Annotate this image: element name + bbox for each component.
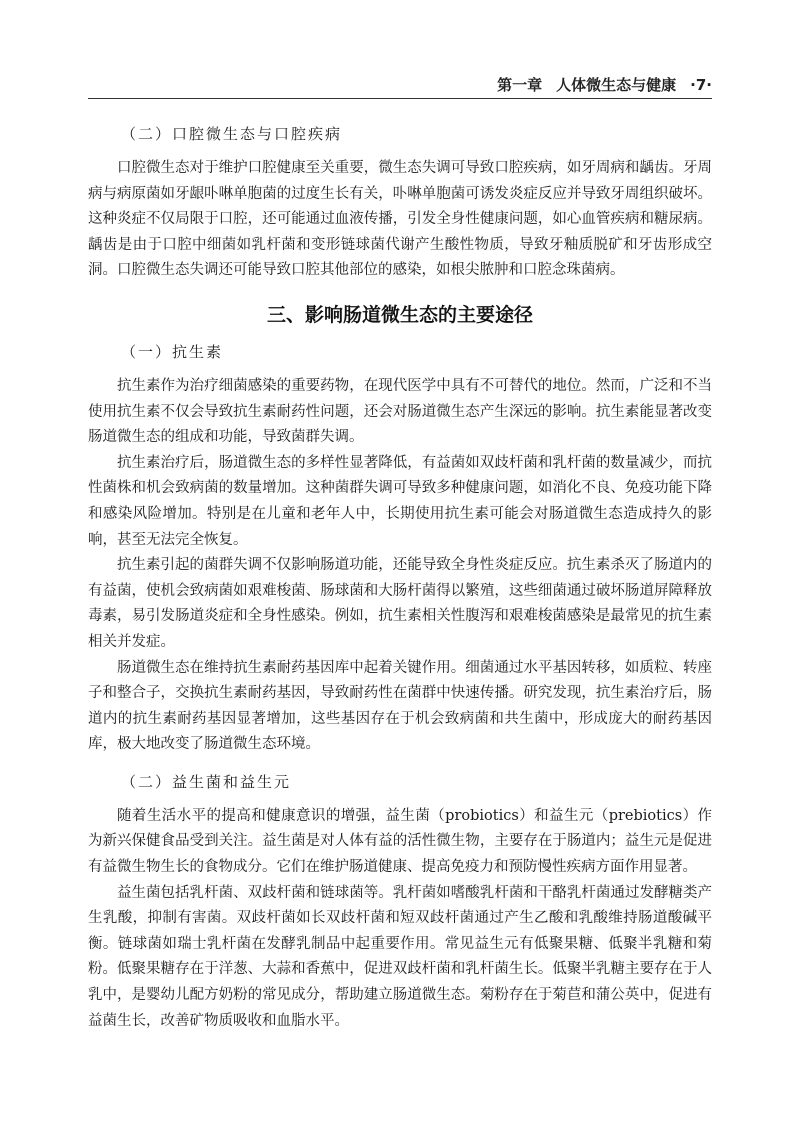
chapter-title: 人体微生态与健康 [556,76,677,94]
section-heading: 三、影响肠道微生态的主要途径 [266,303,533,326]
page-body [88,118,712,1034]
page-number: ·7· [690,76,712,94]
paragraph-antibiotic-4: 肠道微生态在维持抗生素耐药基因库中起着关键作用。细菌通过水平基因转移，如质粒、转座子和整合子，交换抗生素耐药基因，导致耐药性在菌群中快速传播。研究发现，抗生素治疗后，肠道内的抗生素耐药基因显著增加，这些基因存在于机会致病菌和共生菌中，形成庞大的耐药基因库，极大地改变了肠道微生态环境。 [88,659,712,753]
subheading-oral: （二）口腔微生态与口腔疾病 [121,125,343,143]
running-head [497,74,712,95]
paragraph-antibiotic-3: 抗生素引起的菌群失调不仅影响肠道功能，还能导致全身性炎症反应。抗生素杀灭了肠道内的有益菌，使机会致病菌如艰难梭菌、肠球菌和大肠杆菌得以繁殖，这些细菌通过破坏肠道屏障释放毒素，易引发肠道炎症和全身性感染。例如，抗生素相关性腹泻和艰难梭菌感染是最常见的抗生素相关并发症。 [88,557,712,650]
paragraph-probiotic-2: 益生菌包括乳杆菌、双歧杆菌和链球菌等。乳杆菌如嗜酸乳杆菌和干酪乳杆菌通过发酵糖类产生乳酸，抑制有害菌。双歧杆菌如长双歧杆菌和短双歧杆菌通过产生乙酸和乳酸维持肠道酸碱平衡。链球菌如瑞士乳杆菌在发酵乳制品中起重要作用。常见益生元有低聚果糖、低聚半乳糖和菊粉。低聚果糖存在于洋葱、大蒜和香蕉中，促进双歧杆菌和乳杆菌生长。低聚半乳糖主要存在于人乳中，是婴幼儿配方奶粉的常见成分，帮助建立肠道微生态。菊粉存在于菊苣和蒲公英中，促进有益菌生长，改善矿物质吸收和血脂水平。 [88,884,712,1029]
subheading-antibiotics: （一）抗生素 [121,342,224,361]
paragraph-probiotic-1: 随着生活水平的提高和健康意识的增强，益生菌（probiotics）和益生元（prebiotics）作为新兴保健食品受到关注。益生菌是对人体有益的活性微生物，主要存在于肠道内；益生元是促进有益微生物生长的食物成分。它们在维护肠道健康、提高免疫力和预防慢性疾病方面作用显著。 [88,807,712,876]
paragraph-oral: 口腔微生态对于维护口腔健康至关重要，微生态失调可导致口腔疾病，如牙周病和龋齿。牙周病与病原菌如牙龈卟啉单胞菌的过度生长有关，卟啉单胞菌可诱发炎症反应并导致牙周组织破坏。这种炎症不仅局限于口腔，还可能通过血液传播，引发全身性健康问题，如心血管疾病和糖尿病。龋齿是由于口腔中细菌如乳杆菌和变形链球菌代谢产生酸性物质，导致牙釉质脱矿和牙齿形成空洞。口腔微生态失调还可能导致口腔其他部位的感染，如根尖脓肿和口腔念珠菌病。 [88,160,712,279]
subheading-probiotics: （二）益生菌和益生元 [121,772,292,791]
page-header [88,70,712,99]
paragraph-antibiotic-2: 抗生素治疗后，肠道微生态的多样性显著降低，有益菌如双歧杆菌和乳杆菌的数量减少，而抗性菌株和机会致病菌的数量增加。这种菌群失调可导致多种健康问题，如消化不良、免疫功能下降和感染风险增加。特别是在儿童和老年人中，长期使用抗生素可能会对肠道微生态造成持久的影响，甚至无法完全恢复。 [88,454,712,548]
paragraph-antibiotic-1: 抗生素作为治疗细菌感染的重要药物，在现代医学中具有不可替代的地位。然而，广泛和不当使用抗生素不仅会导致抗生素耐药性问题，还会对肠道微生态产生深远的影响。抗生素能显著改变肠道微生态的组成和功能，导致菌群失调。 [88,377,712,446]
chapter-label: 第一章 [497,76,543,94]
